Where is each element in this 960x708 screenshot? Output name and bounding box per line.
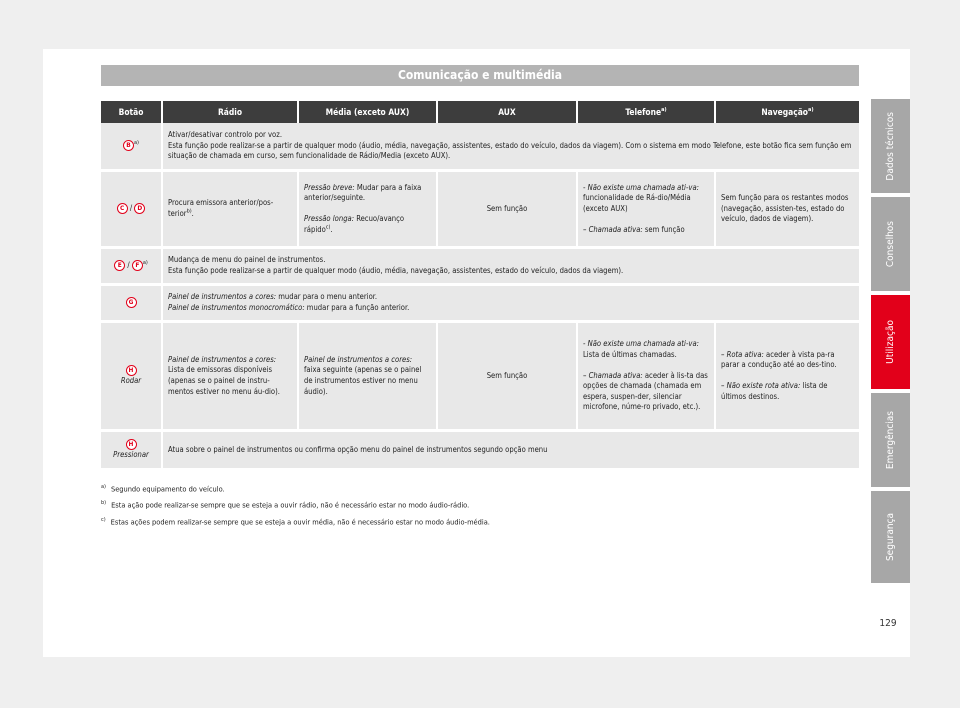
section-header: Comunicação e multimédia	[101, 65, 859, 86]
text: lista de últimos destinos.	[721, 381, 828, 401]
footnote-text: Esta ação pode realizar-se sempre que se esteja a ouvir rádio, não é necessário estar no modo áudio-rádio.	[111, 500, 470, 510]
button-key-icon: E	[114, 260, 125, 271]
table-row	[101, 432, 859, 471]
radio-cell	[163, 323, 299, 432]
footnote-ref: a)	[808, 107, 814, 114]
label: – Chamada ativa:	[583, 224, 643, 234]
col-header-telefone: Telefone	[625, 107, 662, 117]
navegacao-cell	[716, 323, 859, 432]
col-header-navegacao: Navegação	[761, 107, 808, 117]
description-line: Esta função pode realizar-se a partir de qualquer modo (áudio, média, navegação, assistentes, estado do veículo, dados da viagem). Com o sistema em modo Telefone, este botão fica sem função em situação de chamada em curso, sem funcionalidade de Rádio/Media (exceto AUX).	[168, 140, 852, 161]
footnote-mark: c)	[101, 516, 106, 523]
description-cell	[163, 286, 859, 323]
text: Lista de emissoras disponíveis (apenas se o painel de instru-mentos estiver no menu áu-dio).	[168, 365, 280, 396]
text: aceder à vista pa-ra parar a condução até ao des-tino.	[721, 349, 837, 370]
tab-label: Segurança	[885, 512, 896, 562]
text: Mudar para a faixa anterior/seguinte.	[304, 182, 422, 203]
table-row	[101, 172, 859, 249]
functions-table	[101, 101, 859, 471]
table-row	[101, 323, 859, 432]
col-header-telefone-cell	[578, 101, 716, 123]
label: – Não existe rota ativa:	[721, 381, 801, 391]
text-end: .	[191, 209, 194, 218]
label: - Não existe uma chamada ati-va:	[583, 338, 699, 348]
table-row	[101, 123, 859, 172]
tab-dados-tecnicos[interactable]	[871, 99, 910, 193]
separator: /	[129, 203, 133, 213]
label: Painel de instrumentos a cores:	[304, 354, 413, 364]
button-cell	[101, 249, 163, 286]
label: – Rota ativa:	[721, 349, 764, 359]
label: - Não existe uma chamada ati-va:	[583, 182, 699, 192]
button-key-icon: F	[132, 260, 143, 271]
text: mudar para o menu anterior.	[276, 292, 378, 302]
text: funcionalidade de Rá-dio/Média (exceto AUX)	[583, 193, 691, 213]
aux-cell: Sem função	[438, 323, 578, 432]
label: – Chamada ativa:	[583, 370, 643, 380]
label: Painel de instrumentos a cores:	[168, 292, 277, 302]
button-key-icon: H	[126, 439, 137, 450]
separator: /	[127, 260, 130, 270]
button-action: Rodar	[120, 376, 142, 386]
button-key-icon: H	[126, 365, 137, 376]
description-line: Esta função pode realizar-se a partir de qualquer modo (áudio, média, navegação, assistentes, estado do veículo, dados da viagem).	[168, 266, 624, 275]
button-cell	[101, 123, 163, 172]
button-key-icon: B	[123, 140, 134, 151]
footnote-ref: a)	[661, 107, 667, 114]
footnote-ref: c)	[325, 224, 331, 231]
footnote-text: Segundo equipamento do veículo.	[110, 484, 225, 494]
page-number: 129	[879, 618, 897, 629]
tab-utilizacao[interactable]	[871, 295, 910, 389]
telefone-cell	[578, 323, 716, 432]
tab-emergencias[interactable]	[871, 393, 910, 487]
media-cell	[299, 323, 438, 432]
footnote-ref: a)	[142, 260, 148, 267]
text: Recuo/avanço rápido	[304, 214, 405, 234]
button-cell	[101, 172, 163, 249]
footnote-mark: a)	[101, 484, 106, 490]
aux-cell: Sem função	[438, 172, 578, 249]
tab-label: Conselhos	[885, 220, 896, 268]
col-header-botao: Botão	[101, 101, 163, 123]
footnote	[101, 480, 859, 496]
button-cell	[101, 323, 163, 432]
text-end: .	[330, 224, 333, 234]
text: aceder à lis-ta das opções de chamada (chamada em espera, suspen-der, silenciar microfone, núme-ro privado, etc.).	[583, 370, 708, 412]
text: Lista de últimas chamadas.	[583, 349, 677, 359]
button-action: Pressionar	[113, 450, 149, 460]
button-cell	[101, 432, 163, 471]
footnote-mark: b)	[101, 500, 107, 507]
button-cell	[101, 286, 163, 323]
description-line: Mudança de menu do painel de instrumentos.	[168, 255, 326, 265]
footnote-text: Estas ações podem realizar-se sempre que se esteja a ouvir média, não é necessário estar no modo áudio-média.	[110, 517, 490, 527]
label: Pressão breve:	[304, 182, 355, 192]
navegacao-cell: Sem função para os restantes modos (navegação, assisten-tes, estado do veículo, dados de viagem).	[716, 172, 859, 249]
col-header-radio: Rádio	[163, 101, 299, 123]
table-row	[101, 249, 859, 286]
description-cell	[163, 123, 859, 172]
button-key-icon: C	[117, 203, 128, 214]
label: Painel de instrumentos monocromático:	[168, 303, 305, 312]
tab-seguranca[interactable]	[871, 491, 910, 583]
text: sem função	[642, 224, 685, 234]
button-key-icon: G	[126, 297, 137, 308]
text: faixa seguinte (apenas se o painel de instrumentos estiver no menu áudio).	[304, 365, 422, 396]
col-header-media: Média (exceto AUX)	[299, 101, 438, 123]
footnote	[101, 496, 859, 512]
tab-label: Emergências	[885, 410, 896, 470]
telefone-cell	[578, 172, 716, 249]
radio-cell	[163, 172, 299, 249]
label: Painel de instrumentos a cores:	[168, 354, 277, 364]
radio-text: Procura emissora anterior/pos-terior	[168, 198, 274, 218]
text: mudar para a função anterior.	[304, 303, 410, 312]
description-cell	[163, 249, 859, 286]
table-row	[101, 286, 859, 323]
media-cell	[299, 172, 438, 249]
col-header-navegacao-cell	[716, 101, 859, 123]
col-header-aux: AUX	[438, 101, 578, 123]
description-line: Ativar/desativar controlo por voz.	[168, 130, 282, 140]
tab-conselhos[interactable]	[871, 197, 910, 291]
footnote-ref: b)	[186, 208, 192, 215]
description-cell: Atua sobre o painel de instrumentos ou confirma opção menu do painel de instrumentos segundo opção menu	[163, 432, 859, 471]
footnote	[101, 513, 859, 529]
footnote-ref: a)	[134, 140, 139, 147]
label: Pressão longa:	[304, 214, 355, 224]
table-header-row	[101, 101, 859, 123]
button-key-icon: D	[134, 203, 145, 214]
content	[101, 101, 859, 529]
footnotes	[101, 480, 859, 529]
tab-label: Dados técnicos	[885, 111, 896, 181]
tab-label: Utilização	[885, 320, 896, 364]
